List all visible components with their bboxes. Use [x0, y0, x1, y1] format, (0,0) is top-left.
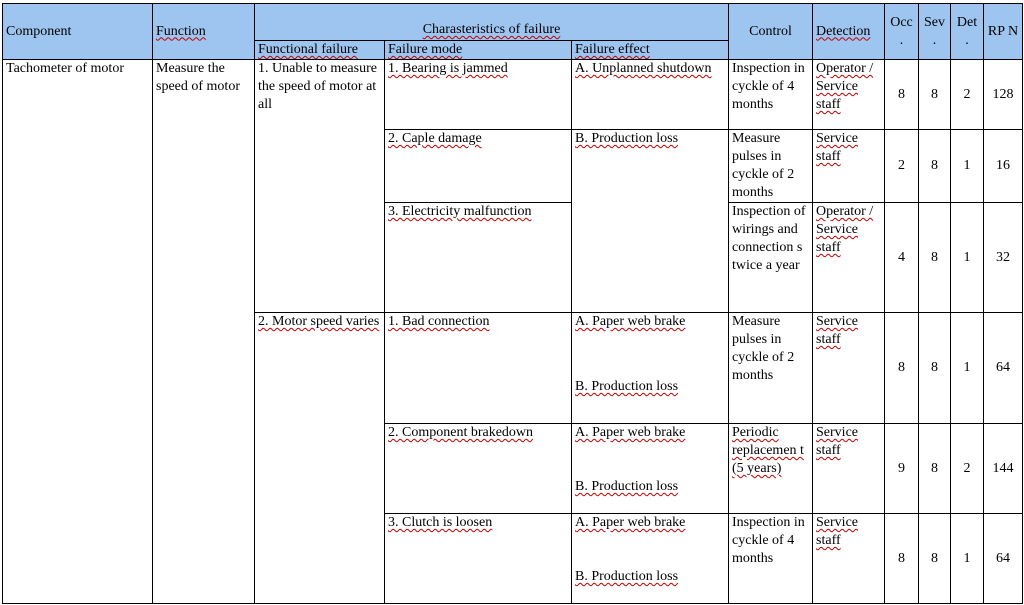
sev-value: 8: [919, 130, 951, 203]
header-control: Control: [729, 4, 813, 60]
detection-cell: Service staff: [813, 130, 885, 203]
table-row: [3, 60, 1023, 130]
control-cell: Measure pulses in cyckle of 2 months: [729, 313, 813, 424]
sev-value: 8: [919, 313, 951, 424]
sev-value: 8: [919, 203, 951, 313]
header-functional-failure: Functional failure: [255, 41, 385, 60]
failure-mode-cell: 1. Bad connection: [385, 313, 572, 424]
det-value: 1: [951, 203, 984, 313]
failure-effect-cell: A. Paper web brake B. Production loss: [572, 514, 729, 604]
occ-value: 8: [885, 60, 919, 130]
failure-effect-cell: A. Paper web brake B. Production loss: [572, 424, 729, 514]
header-occ: Occ .: [885, 4, 919, 60]
occ-value: 8: [885, 514, 919, 604]
sev-value: 8: [919, 424, 951, 514]
failure-mode-cell: 2. Caple damage: [385, 130, 572, 203]
rpn-value: 128: [984, 60, 1023, 130]
header-row-1: [3, 4, 1023, 41]
failure-mode-cell: 3. Clutch is loosen: [385, 514, 572, 604]
rpn-value: 144: [984, 424, 1023, 514]
control-cell: Inspection in cyckle of 4 months: [729, 514, 813, 604]
failure-mode-cell: 1. Bearing is jammed: [385, 60, 572, 130]
det-value: 1: [951, 514, 984, 604]
det-value: 1: [951, 130, 984, 203]
header-detection: Detection: [813, 4, 885, 60]
occ-value: 9: [885, 424, 919, 514]
header-det: Det .: [951, 4, 984, 60]
failure-effect-cell: B. Production loss: [572, 130, 729, 313]
detection-cell: Operator / Service staff: [813, 60, 885, 130]
failure-mode-cell: 3. Electricity malfunction: [385, 203, 572, 313]
header-function: Function: [153, 4, 255, 60]
occ-value: 4: [885, 203, 919, 313]
rpn-value: 16: [984, 130, 1023, 203]
functional-failure-cell: 1. Unable to measure the speed of motor at all: [255, 60, 385, 313]
control-cell: Inspection in cyckle of 4 months: [729, 60, 813, 130]
component-cell: Tachometer of motor: [3, 60, 153, 604]
det-value: 2: [951, 60, 984, 130]
detection-cell: Operator / Service staff: [813, 203, 885, 313]
det-value: 2: [951, 424, 984, 514]
header-characteristics: Charasteristics of failure: [255, 4, 729, 41]
detection-cell: Service staff: [813, 514, 885, 604]
failure-effect-cell: A. Paper web brake B. Production loss: [572, 313, 729, 424]
functional-failure-cell: 2. Motor speed varies: [255, 313, 385, 604]
header-component: Component: [3, 4, 153, 60]
failure-effect-cell: A. Unplanned shutdown: [572, 60, 729, 130]
rpn-value: 64: [984, 514, 1023, 604]
rpn-value: 32: [984, 203, 1023, 313]
control-cell: Inspection of wirings and connection s twice a year: [729, 203, 813, 313]
detection-cell: Service staff: [813, 313, 885, 424]
function-cell: Measure the speed of motor: [153, 60, 255, 604]
sev-value: 8: [919, 60, 951, 130]
det-value: 1: [951, 313, 984, 424]
header-failure-effect: Failure effect: [572, 41, 729, 60]
occ-value: 8: [885, 313, 919, 424]
occ-value: 2: [885, 130, 919, 203]
failure-mode-cell: 2. Component brakedown: [385, 424, 572, 514]
fmea-table: [2, 3, 1023, 604]
header-rpn: RP N: [984, 4, 1023, 60]
detection-cell: Service staff: [813, 424, 885, 514]
header-sev: Sev .: [919, 4, 951, 60]
sev-value: 8: [919, 514, 951, 604]
control-cell: Measure pulses in cyckle of 2 months: [729, 130, 813, 203]
header-failure-mode: Failure mode: [385, 41, 572, 60]
control-cell: Periodic replacemen t (5 years): [729, 424, 813, 514]
rpn-value: 64: [984, 313, 1023, 424]
